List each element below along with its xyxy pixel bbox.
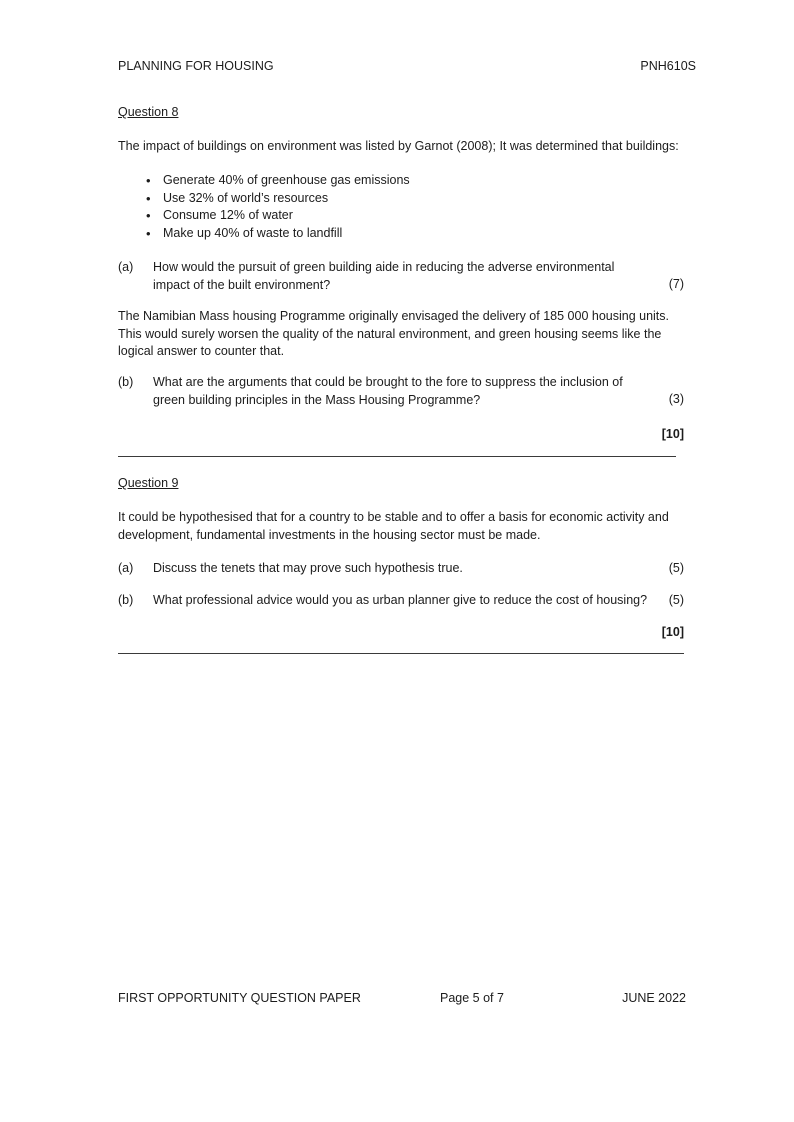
question-9b xyxy=(118,592,684,610)
question-label: (a) xyxy=(118,561,134,575)
question-marks: (5) xyxy=(668,593,684,607)
question-text: How would the pursuit of green building aide in reducing the adverse environmental impact of the built environment? xyxy=(153,260,615,292)
question-label: (b) xyxy=(118,375,134,389)
question-text: What professional advice would you as urban planner give to reduce the cost of housing? xyxy=(153,593,648,607)
question-marks: (5) xyxy=(668,561,684,575)
list-item: • Consume 12% of water xyxy=(146,207,410,225)
course-title: PLANNING FOR HOUSING xyxy=(118,59,274,73)
question-8a xyxy=(118,259,684,295)
divider xyxy=(118,653,684,654)
question-8-context: The Namibian Mass housing Programme originally envisaged the delivery of 185 000 housing units. This would surely worsen the quality of the natural environment, and green housing seems like the logical answer to counter that. xyxy=(118,309,670,358)
question-9-title: Question 9 xyxy=(118,476,179,490)
question-label: (b) xyxy=(118,593,134,607)
question-9-intro: It could be hypothesised that for a country to be stable and to offer a basis for economic activity and development, fundamental investments in the housing sector must be made. xyxy=(118,510,669,542)
question-8-title: Question 8 xyxy=(118,105,179,119)
question-text: What are the arguments that could be brought to the fore to suppress the inclusion of green building principles in the Mass Housing Programme? xyxy=(153,375,623,407)
question-marks: (7) xyxy=(668,277,684,291)
footer-date: JUNE 2022 xyxy=(622,991,686,1005)
question-8-intro: The impact of buildings on environment was listed by Garnot (2008); It was determined that buildings: xyxy=(118,139,679,153)
list-item: • Use 32% of world’s resources xyxy=(146,190,410,208)
question-marks: (3) xyxy=(668,392,684,406)
question-9-total: [10] xyxy=(661,625,684,639)
question-8b xyxy=(118,374,684,410)
footer-paper-type: FIRST OPPORTUNITY QUESTION PAPER xyxy=(118,991,361,1005)
list-item: • Generate 40% of greenhouse gas emissions xyxy=(146,172,410,190)
question-text: Discuss the tenets that may prove such hypothesis true. xyxy=(153,561,463,575)
list-item: • Make up 40% of waste to landfill xyxy=(146,225,410,243)
question-9a xyxy=(118,560,684,578)
course-code: PNH610S xyxy=(640,59,696,73)
question-8-total: [10] xyxy=(661,427,684,441)
question-label: (a) xyxy=(118,260,134,274)
footer-page-number: Page 5 of 7 xyxy=(440,991,504,1005)
impact-list xyxy=(146,172,410,242)
divider xyxy=(118,456,676,457)
